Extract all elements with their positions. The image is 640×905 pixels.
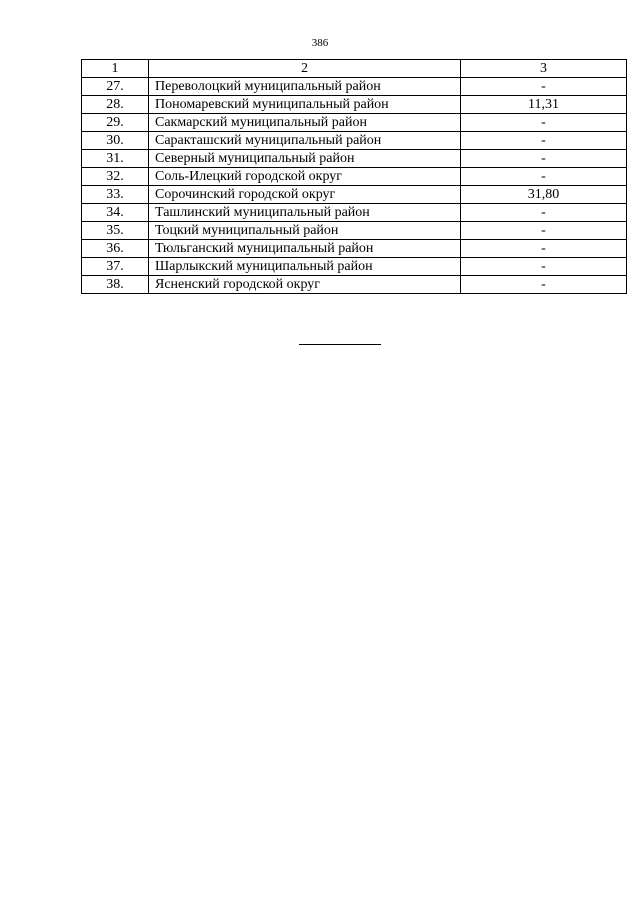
row-value: 11,31 [461,96,627,114]
row-number: 32. [82,168,149,186]
row-value: - [461,150,627,168]
table-row [82,276,627,294]
column-header-1: 1 [82,60,149,78]
row-value: 31,80 [461,186,627,204]
table-row [82,132,627,150]
row-value: - [461,258,627,276]
column-header-2: 2 [149,60,461,78]
district-name: Тюльганский муниципальный район [149,240,461,258]
row-number: 30. [82,132,149,150]
row-value: - [461,240,627,258]
district-name: Сорочинский городской округ [149,186,461,204]
row-value: - [461,114,627,132]
row-value: - [461,132,627,150]
table-row [82,114,627,132]
row-number: 36. [82,240,149,258]
table-row [82,150,627,168]
row-number: 33. [82,186,149,204]
row-value: - [461,276,627,294]
table-row [82,240,627,258]
district-name: Тоцкий муниципальный район [149,222,461,240]
column-header-3: 3 [461,60,627,78]
table-row [82,258,627,276]
table-row [82,186,627,204]
district-name: Пономаревский муниципальный район [149,96,461,114]
row-value: - [461,222,627,240]
table-row [82,96,627,114]
row-value: - [461,168,627,186]
table-row [82,222,627,240]
row-number: 38. [82,276,149,294]
table-header-row [82,60,627,78]
data-table [81,59,627,294]
end-of-document-rule [299,344,381,345]
district-name: Ясненский городской округ [149,276,461,294]
row-number: 31. [82,150,149,168]
row-number: 28. [82,96,149,114]
row-value: - [461,204,627,222]
row-number: 35. [82,222,149,240]
district-name: Соль-Илецкий городской округ [149,168,461,186]
district-name: Переволоцкий муниципальный район [149,78,461,96]
table-row [82,78,627,96]
district-name: Саракташский муниципальный район [149,132,461,150]
table-row [82,204,627,222]
district-name: Ташлинский муниципальный район [149,204,461,222]
row-number: 37. [82,258,149,276]
district-name: Сакмарский муниципальный район [149,114,461,132]
row-number: 27. [82,78,149,96]
row-number: 34. [82,204,149,222]
row-number: 29. [82,114,149,132]
table-row [82,168,627,186]
row-value: - [461,78,627,96]
district-name: Шарлыкский муниципальный район [149,258,461,276]
district-name: Северный муниципальный район [149,150,461,168]
page-number: 386 [311,37,329,49]
